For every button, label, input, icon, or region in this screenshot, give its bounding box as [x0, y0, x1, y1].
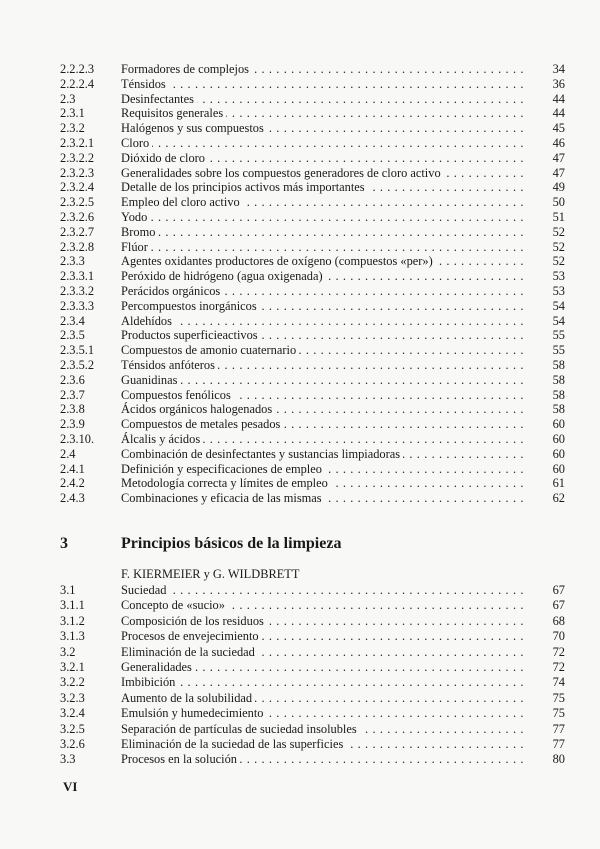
toc-entry-page: 60: [552, 417, 565, 432]
toc-entry-title: Ácidos orgánicos halogenados: [121, 402, 275, 416]
toc-entry-title: Peróxido de hidrógeno (agua oxigenada): [121, 269, 326, 283]
toc-entry-page: 53: [552, 269, 565, 284]
toc-entry-title-leader: [121, 225, 526, 240]
toc-entry-page: 55: [552, 328, 565, 343]
toc-entry-page: 52: [552, 224, 565, 239]
toc-entry-title: Perácidos orgánicos: [121, 284, 223, 298]
toc-entry-number: 2.3.2.1: [60, 135, 95, 150]
toc-entry-title-leader: [121, 706, 526, 721]
toc-entry-page: 34: [552, 62, 565, 76]
toc-entry-title-leader: [121, 240, 526, 255]
toc-entry-title-leader: [121, 62, 526, 77]
toc-entry: [60, 151, 565, 166]
toc-entry-page: 49: [552, 180, 565, 195]
toc-entry-number: 2.4.3: [60, 491, 85, 506]
toc-entry-page: 68: [552, 613, 565, 628]
toc-entry-number: 2.3.6: [60, 372, 85, 387]
toc-entry-page: 72: [552, 659, 565, 674]
toc-entry-title: Guanidinas: [121, 373, 180, 387]
toc-entry-title: Compuestos de metales pesados: [121, 417, 283, 431]
toc-entry-number: 2.3.2.4: [60, 180, 95, 195]
toc-entry-title-leader: [121, 314, 526, 329]
toc-entry-title: Combinación de desinfectantes y sustancias limpiadoras: [121, 447, 403, 461]
toc-entry-page: 46: [552, 135, 565, 150]
toc-entry-title: Percompuestos inorgánicos: [121, 299, 260, 313]
toc-entry-number: 2.3.10.: [60, 431, 95, 446]
toc-entry-title-leader: [121, 269, 526, 284]
toc-entry: [60, 629, 565, 644]
toc-entry-number: 2.3.2.8: [60, 239, 95, 254]
toc-entry: [60, 314, 565, 329]
toc-entry-number: 2.3.2.3: [60, 165, 95, 180]
toc-entry-page: 54: [552, 298, 565, 313]
toc-entry-number: 3.1.2: [60, 613, 85, 628]
toc-entry-title: Eliminación de la suciedad de las superficies: [121, 737, 346, 751]
toc-entry: [60, 62, 565, 77]
toc-entry: [60, 358, 565, 373]
toc-entry-title-leader: [121, 614, 526, 629]
toc-entry-title-leader: [121, 284, 526, 299]
toc-entry-number: 3.2.4: [60, 706, 85, 721]
toc-entry-title-leader: [121, 462, 526, 477]
toc-entry-title-leader: [121, 598, 526, 613]
toc-entry-page: 80: [552, 752, 565, 767]
toc-entry-title-leader: [121, 491, 526, 506]
toc-entry-title-leader: [121, 92, 526, 107]
toc-entry-title-leader: [121, 447, 526, 462]
chapter-title: Principios básicos de la limpieza: [121, 535, 342, 552]
toc-entry-title: Bromo: [121, 225, 158, 239]
toc-entry-number: 2.2.2.3: [60, 62, 95, 76]
toc-entry: [60, 614, 565, 629]
toc-entry-number: 2.3.3.2: [60, 283, 95, 298]
toc-entry-title-leader: [121, 180, 526, 195]
toc-entry-number: 2.3.3.3: [60, 298, 95, 313]
toc-entry-title: Dióxido de cloro: [121, 151, 208, 165]
toc-entry-number: 2.3.4: [60, 313, 85, 328]
toc-entry: [60, 691, 565, 706]
toc-entry-page: 67: [552, 598, 565, 613]
toc-entry: [60, 106, 565, 121]
toc-entry-title: Composición de los residuos: [121, 614, 267, 628]
toc-entry-number: 3.2.6: [60, 736, 85, 751]
toc-entry-title-leader: [121, 373, 526, 388]
toc-entry-page: 51: [552, 209, 565, 224]
toc-entry-title: Yodo: [121, 210, 150, 224]
toc-entry-title-leader: [121, 417, 526, 432]
page-folio: VI: [63, 779, 78, 794]
toc-entry: [60, 328, 565, 343]
toc-entry-title: Álcalis y ácidos: [121, 432, 203, 446]
toc-entry: [60, 92, 565, 107]
toc-entry: [60, 77, 565, 92]
toc-entry: [60, 166, 565, 181]
toc-entry-page: 60: [552, 461, 565, 476]
toc-entry-title: Halógenos y sus compuestos: [121, 121, 267, 135]
toc-entry-title: Procesos en la solución: [121, 752, 240, 766]
toc-entry-page: 58: [552, 402, 565, 417]
toc-entry: [60, 447, 565, 462]
toc-entry: [60, 195, 565, 210]
toc-entry-page: 58: [552, 357, 565, 372]
toc-entry-number: 2.4.1: [60, 461, 85, 476]
toc-entry: [60, 343, 565, 358]
toc-entry: [60, 402, 565, 417]
toc-entry: [60, 136, 565, 151]
toc-entry: [60, 225, 565, 240]
toc-entry-title: Aldehídos: [121, 314, 175, 328]
toc-entry-title-leader: [121, 136, 526, 151]
toc-entry: [60, 254, 565, 269]
toc-entry-title-leader: [121, 583, 526, 598]
toc-entry: [60, 462, 565, 477]
toc-entry-title: Eliminación de la suciedad: [121, 645, 258, 659]
toc-entry-title-leader: [121, 343, 526, 358]
toc-entry-number: 2.4: [60, 446, 76, 461]
toc-entry: [60, 121, 565, 136]
toc-entry-page: 58: [552, 387, 565, 402]
toc-entry-page: 77: [552, 721, 565, 736]
toc-entry-title: Flúor: [121, 240, 151, 254]
toc-entry-title: Agentes oxidantes productores de oxígeno (compuestos «per»): [121, 254, 436, 268]
toc-entry: [60, 491, 565, 506]
toc-entry-title-leader: [121, 328, 526, 343]
toc-entry-number: 2.3.5.1: [60, 343, 95, 358]
toc-entry-title: Desinfectantes: [121, 92, 197, 106]
toc-entry-title: Ténsidos anfóteros: [121, 358, 218, 372]
toc-entry-page: 70: [552, 629, 565, 644]
toc-entry-title-leader: [121, 299, 526, 314]
toc-entry-page: 52: [552, 254, 565, 269]
toc-entry-title-leader: [121, 254, 526, 269]
toc-entry-title-leader: [121, 210, 526, 225]
toc-entry-page: 55: [552, 343, 565, 358]
toc-entry: [60, 737, 565, 752]
toc-entry-title-leader: [121, 629, 526, 644]
toc-entry-title: Generalidades sobre los compuestos generadores de cloro activo: [121, 166, 444, 180]
toc-entry: [60, 476, 565, 491]
toc-entry-number: 2.3.5: [60, 328, 85, 343]
toc-entry-number: 2.3.3: [60, 254, 85, 269]
toc-entry-page: 47: [552, 165, 565, 180]
chapter-heading: [60, 535, 565, 553]
toc-entry-number: 2.3.8: [60, 402, 85, 417]
toc-entry-title-leader: [121, 432, 526, 447]
toc-entry-title-leader: [121, 737, 526, 752]
toc-entry-page: 58: [552, 372, 565, 387]
toc-entry: [60, 432, 565, 447]
toc-entry-title: Formadores de complejos: [121, 62, 252, 76]
toc-entry: [60, 645, 565, 660]
toc-entry-number: 2.4.2: [60, 476, 85, 491]
toc-entry-title: Cloro: [121, 136, 152, 150]
toc-entry: [60, 210, 565, 225]
toc-entry-page: 47: [552, 150, 565, 165]
toc-entry-page: 61: [552, 476, 565, 491]
toc-entry-title: Requisitos generales: [121, 106, 226, 120]
toc-entry-number: 3.3: [60, 752, 76, 767]
toc-entry-title-leader: [121, 121, 526, 136]
toc-entry-title: Aumento de la solubilidad: [121, 691, 255, 705]
toc-entry: [60, 240, 565, 255]
toc-entry-title-leader: [121, 106, 526, 121]
toc-section-chapter-3: [60, 583, 565, 768]
toc-entry-title-leader: [121, 358, 526, 373]
toc-entry-title: Detalle de los principios activos más importantes: [121, 180, 368, 194]
toc-entry-number: 3.2.5: [60, 721, 85, 736]
toc-entry: [60, 675, 565, 690]
toc-section-chapter-2: [60, 62, 565, 506]
toc-entry-title: Separación de partículas de suciedad insolubles: [121, 722, 360, 736]
toc-entry-page: 44: [552, 91, 565, 106]
toc-entry-title: Procesos de envejecimiento: [121, 629, 262, 643]
toc-entry-title-leader: [121, 660, 526, 675]
toc-entry-page: 50: [552, 195, 565, 210]
toc-entry-title: Compuestos de amonio cuaternario: [121, 343, 299, 357]
toc-entry-page: 62: [552, 491, 565, 506]
toc-entry-title-leader: [121, 476, 526, 491]
chapter-number: 3: [60, 535, 68, 552]
toc-entry: [60, 284, 565, 299]
toc-entry-page: 53: [552, 283, 565, 298]
toc-entry-title-leader: [121, 722, 526, 737]
toc-entry-number: 2.3: [60, 91, 76, 106]
toc-entry-title-leader: [121, 166, 526, 181]
toc-entry-page: 74: [552, 675, 565, 690]
toc-entry-title-leader: [121, 151, 526, 166]
toc-entry: [60, 269, 565, 284]
toc-entry-title: Imbibición: [121, 675, 178, 689]
toc-entry-title-leader: [121, 752, 526, 767]
toc-entry-number: 3.2.1: [60, 659, 85, 674]
toc-entry-title: Metodología correcta y límites de empleo: [121, 476, 331, 490]
toc-entry-title: Productos superficieactivos: [121, 328, 261, 342]
toc-entry: [60, 180, 565, 195]
toc-entry: [60, 373, 565, 388]
toc-entry: [60, 660, 565, 675]
toc-entry-number: 3.1.3: [60, 629, 85, 644]
toc-entry-title: Compuestos fenólicos: [121, 388, 234, 402]
toc-entry-page: 60: [552, 446, 565, 461]
toc-entry-title-leader: [121, 645, 526, 660]
toc-entry-number: 2.3.5.2: [60, 357, 95, 372]
toc-entry: [60, 388, 565, 403]
toc-entry-page: 67: [552, 583, 565, 597]
toc-entry: [60, 706, 565, 721]
toc-entry: [60, 583, 565, 598]
toc-entry-title-leader: [121, 691, 526, 706]
toc-entry-number: 2.3.9: [60, 417, 85, 432]
toc-entry-number: 2.3.1: [60, 106, 85, 121]
toc-entry-page: 36: [552, 76, 565, 91]
toc-entry-number: 2.3.3.1: [60, 269, 95, 284]
toc-entry-number: 3.2.3: [60, 690, 85, 705]
toc-entry-title: Suciedad: [121, 583, 169, 597]
toc-entry-title-leader: [121, 195, 526, 210]
toc-entry-page: 60: [552, 431, 565, 446]
toc-entry-number: 2.3.2: [60, 121, 85, 136]
toc-entry-page: 75: [552, 690, 565, 705]
toc-entry-page: 77: [552, 736, 565, 751]
toc-entry-title: Emulsión y humedecimiento: [121, 706, 266, 720]
toc-entry: [60, 752, 565, 767]
toc-entry-number: 3.1.1: [60, 598, 85, 613]
toc-entry-number: 3.1: [60, 583, 76, 597]
toc-entry-page: 45: [552, 121, 565, 136]
toc-entry-page: 52: [552, 239, 565, 254]
toc-entry-title: Combinaciones y eficacia de las mismas: [121, 491, 325, 505]
toc-entry-number: 2.3.2.5: [60, 195, 95, 210]
toc-entry-page: 72: [552, 644, 565, 659]
toc-entry-page: 75: [552, 706, 565, 721]
toc-entry-title-leader: [121, 402, 526, 417]
toc-entry-number: 2.2.2.4: [60, 76, 95, 91]
toc-entry-page: 54: [552, 313, 565, 328]
toc-entry-title: Definición y especificaciones de empleo: [121, 462, 325, 476]
toc-entry: [60, 598, 565, 613]
toc-entry-title: Concepto de «sucio»: [121, 598, 228, 612]
toc-entry-number: 2.3.7: [60, 387, 85, 402]
toc-entry-title-leader: [121, 388, 526, 403]
toc-entry-number: 3.2.2: [60, 675, 85, 690]
chapter-authors: F. KIERMEIER y G. WILDBRETT: [121, 567, 300, 581]
toc-entry: [60, 417, 565, 432]
toc-entry-title-leader: [121, 675, 526, 690]
toc-entry-number: 3.2: [60, 644, 76, 659]
toc-entry-title: Ténsidos: [121, 77, 169, 91]
toc-entry-page: 44: [552, 106, 565, 121]
toc-entry-number: 2.3.2.7: [60, 224, 95, 239]
toc-entry-number: 2.3.2.2: [60, 150, 95, 165]
toc-entry: [60, 299, 565, 314]
toc-entry-title: Generalidades: [121, 660, 195, 674]
toc-entry: [60, 722, 565, 737]
toc-entry-title: Empleo del cloro activo: [121, 195, 243, 209]
toc-entry-number: 2.3.2.6: [60, 209, 95, 224]
toc-entry-title-leader: [121, 77, 526, 92]
